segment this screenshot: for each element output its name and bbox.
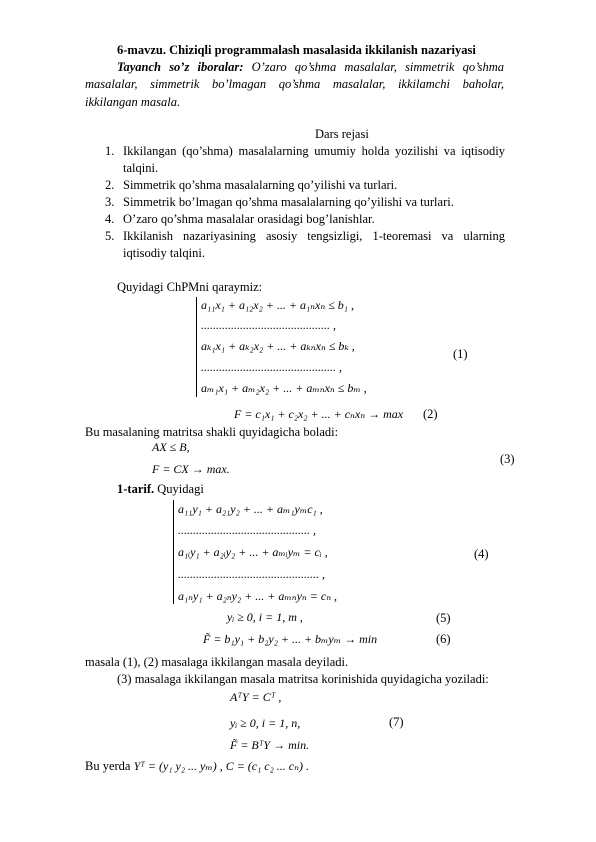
intro-text: Quyidagi ChPMni qaraymiz: [117,280,263,294]
matrix2-number: (7) [389,715,404,729]
keywords-line-2: masalalar, simmetrik bo’lmagan qo’shma masalalar, ikkilamchi baholar, [85,77,504,91]
system1-row-3: aₖ₁x₁ + aₖ₂x₂ + ... + aₖₙxₙ ≤ bₖ , [201,339,355,353]
system2-row-4: ............................................... , [178,567,325,581]
system1-row-1: a₁₁x₁ + a₁₂x₂ + ... + a₁ₙxₙ ≤ b₁ , [201,298,354,312]
matrix-intro: Bu masalaning matritsa shakli quyidagicha boladi: [85,425,339,439]
system2-row-5: a₁ₙy₁ + a₂ₙy₂ + ... + aₘₙyₙ = cₙ , [178,589,338,603]
matrix1-line-2: F = CX → max. [152,462,230,476]
system2-number: (4) [474,547,489,561]
system1-row-5: aₘ₁x₁ + aₘ₂x₂ + ... + aₘₙxₙ ≤ bₘ , [201,381,367,395]
plan-item-2: 2. Simmetrik qo’shma masalalarning qo’yilishi va turlari. [105,178,398,192]
footer-line [85,759,309,774]
plan-item-5: 5. Ikkilanish nazariyasining asosiy tengsizligi, 1-teoremasi va ularning [105,229,505,243]
condition-5-number: (5) [436,611,451,625]
system1-row-2: ........................................... , [201,318,336,332]
definition-text: Quyidagi [157,482,204,496]
after-definition-text: masala (1), (2) masalaga ikkilangan masala deyiladi. [85,655,349,669]
matrix1-number: (3) [500,452,515,466]
condition-5: yᵢ ≥ 0, i = 1, m , [227,610,303,624]
matrix2-line-3: F̃ = BᵀY → min. [230,738,310,752]
system1-row-4: ............................................. , [201,360,342,374]
system2-brace [173,500,174,604]
system2-row-1: a₁₁y₁ + a₂₁y₂ + ... + aₘ₁yₘc₁ , [178,502,323,516]
keywords-line-3: ikkilangan masala. [85,95,181,109]
objective-2: F̃ = b₁y₁ + b₂y₂ + ... + bₘyₘ → min [203,632,378,646]
keywords-text-1: O’zaro qo’shma masalalar, simmetrik qo’shma [251,60,505,74]
keywords-line-1 [117,60,504,75]
matrix2-line-1: AᵀY = Cᵀ , [230,690,282,704]
footer-formula: Yᵀ = (y₁ y₂ ... yₘ) , C = (c₁ c₂ ... cₙ) . [133,759,309,773]
plan-heading: Dars rejasi [315,127,369,141]
definition-line [117,482,204,497]
page-title: 6-mavzu. Chiziqli programmalash masalasida ikkilanish nazariyasi [117,43,476,57]
objective-1-number: (2) [423,407,438,421]
keywords-label: Tayanch so’z iboralar: [117,60,244,74]
matrix2-line-2: yᵢ ≥ 0, i = 1, n, [230,716,301,730]
definition-label: 1-tarif. [117,482,155,496]
footer-label: Bu yerda [85,759,131,773]
system2-row-2: ............................................ , [178,523,316,537]
system1-brace [196,297,197,397]
plan-item-3: 3. Simmetrik bo’lmagan qo’shma masalalarning qo’yilishi va turlari. [105,195,454,209]
objective-2-number: (6) [436,632,451,646]
plan-item-1: 1. Ikkilangan (qo’shma) masalalarning umumiy holda yozilishi va iqtisodiy [105,144,505,158]
matrix2-intro: (3) masalaga ikkilangan masala matritsa korinishida quyidagicha yoziladi: [117,672,489,686]
system1-number: (1) [453,347,468,361]
matrix1-line-1: AX ≤ B, [152,440,190,454]
system2-row-3: a₁ᵢy₁ + a₂ᵢy₂ + ... + aₘᵢyₘ = cᵢ , [178,545,328,559]
plan-item-4: 4. O’zaro qo’shma masalalar orasidagi bog’lanishlar. [105,212,375,226]
objective-1: F = c₁x₁ + c₂x₂ + ... + cₙxₙ → max [234,407,404,421]
plan-item-5-cont: iqtisodiy talqini. [123,246,205,260]
plan-item-1-cont: talqini. [123,161,159,175]
